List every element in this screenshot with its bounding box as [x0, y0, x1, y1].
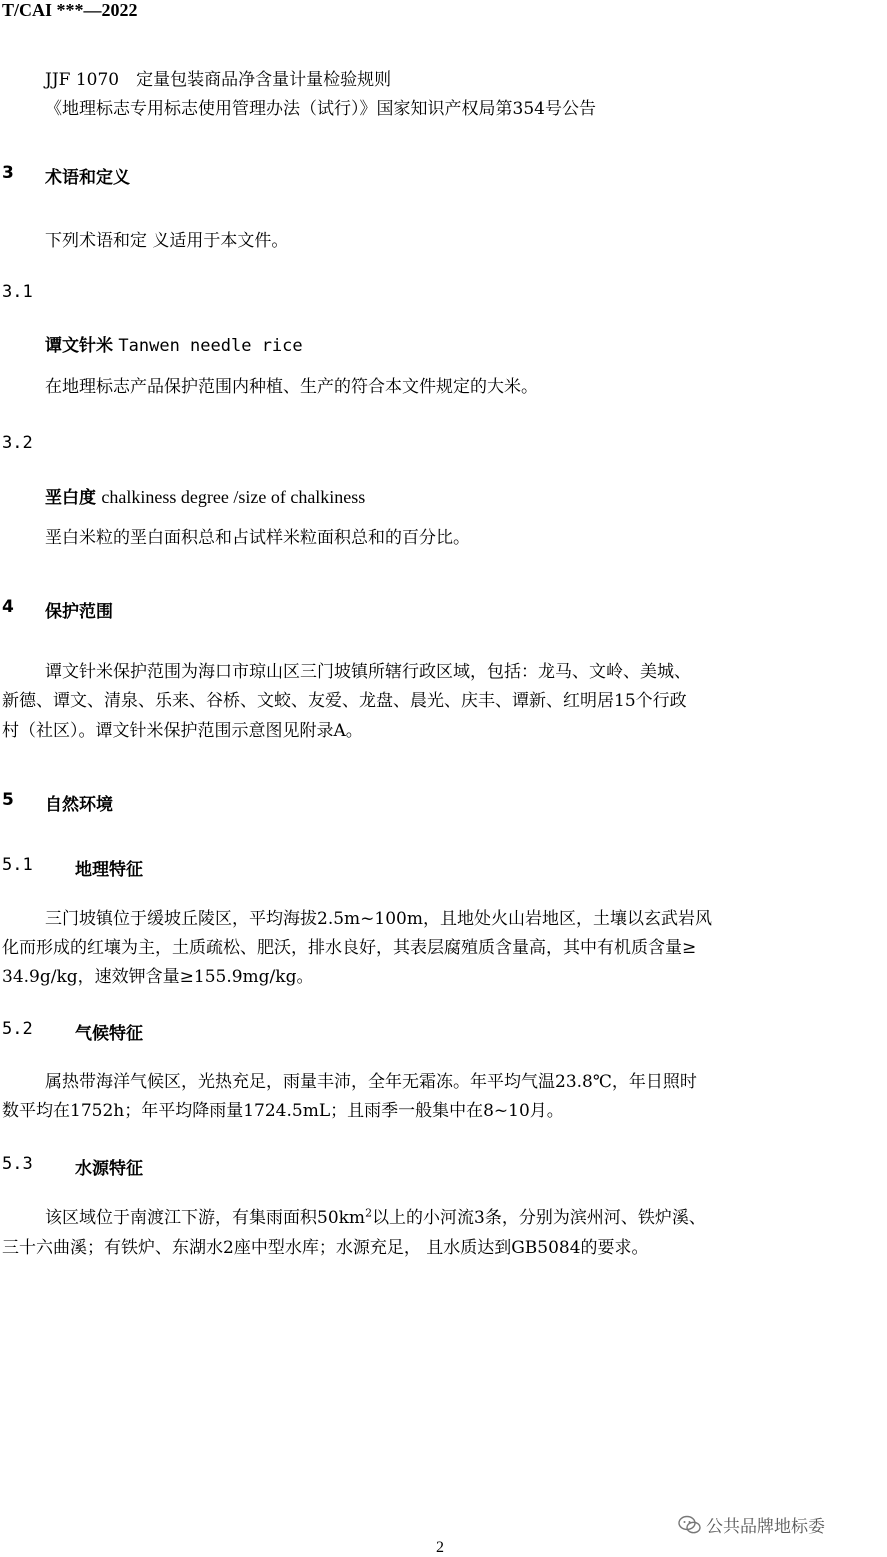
term-entry	[45, 486, 365, 509]
clause-number: 5.2	[2, 1019, 33, 1039]
paragraph-line: 三门坡镇位于缓坡丘陵区，平均海拔2.5m~100m，且地处火山岩地区，土壤以玄武岩风	[45, 909, 712, 929]
superscript: 2	[365, 1206, 373, 1220]
reference-line: JJF 1070 定量包装商品净含量计量检验规则	[45, 70, 392, 90]
section-number: 3	[2, 163, 14, 183]
clause-title: 气候特征	[75, 1024, 143, 1044]
paragraph-line: 村（社区）。谭文针米保护范围示意图见附录A。	[2, 721, 363, 741]
paragraph-line: 属热带海洋气候区，光热充足，雨量丰沛，全年无霜冻。年平均气温23.8℃，年日照时	[45, 1072, 697, 1092]
clause-number: 3.1	[2, 282, 33, 302]
term-entry	[45, 335, 303, 357]
clause-title: 地理特征	[75, 860, 143, 880]
reference-line: 《地理标志专用标志使用管理办法（试行）》国家知识产权局第354号公告	[45, 99, 596, 119]
term-english: chalkiness degree /size of chalkiness	[101, 487, 366, 507]
paragraph: 下列术语和定 义适用于本文件。	[45, 231, 289, 251]
watermark-text: 公共品牌地标委	[706, 1517, 825, 1537]
section-title: 自然环境	[45, 795, 113, 815]
page-number: 2	[436, 1539, 444, 1556]
section-title: 术语和定义	[45, 168, 130, 188]
term-chinese: 谭文针米	[45, 336, 113, 356]
paragraph-line	[45, 1207, 706, 1229]
term-english: Tanwen needle rice	[118, 336, 303, 356]
clause-number: 5.1	[2, 855, 33, 875]
paragraph-line: 34.9g/kg，速效钾含量≥155.9mg/kg。	[2, 967, 314, 987]
section-number: 5	[2, 790, 14, 810]
clause-number: 3.2	[2, 433, 33, 453]
wechat-icon	[678, 1515, 702, 1535]
section-title: 保护范围	[45, 602, 113, 622]
term-chinese: 垩白度	[45, 488, 96, 508]
term-definition: 垩白米粒的垩白面积总和占试样米粒面积总和的百分比。	[45, 528, 470, 548]
clause-number: 5.3	[2, 1154, 33, 1174]
paragraph-line: 新德、谭文、清泉、乐来、谷桥、文蛟、友爱、龙盘、晨光、庆丰、谭新、红明居15个行政	[2, 691, 687, 711]
paragraph-line: 谭文针米保护范围为海口市琼山区三门坡镇所辖行政区域，包括：龙马、文岭、美城、	[45, 662, 691, 682]
text-run: 该区域位于南渡江下游，有集雨面积50km	[45, 1208, 366, 1228]
text-run: 以上的小河流3条，分别为滨州河、铁炉溪、	[372, 1208, 706, 1228]
doc-code-header: T/CAI ***—2022	[2, 0, 138, 20]
section-number: 4	[2, 597, 14, 617]
clause-title: 水源特征	[75, 1159, 143, 1179]
paragraph-line: 三十六曲溪；有铁炉、东湖水2座中型水库；水源充足， 且水质达到GB5084的要求。	[2, 1238, 649, 1258]
term-definition: 在地理标志产品保护范围内种植、生产的符合本文件规定的大米。	[45, 377, 538, 397]
paragraph-line: 数平均在1752h；年平均降雨量1724.5mL；且雨季一般集中在8~10月。	[2, 1101, 564, 1121]
paragraph-line: 化而形成的红壤为主，土质疏松、肥沃，排水良好，其表层腐殖质含量高，其中有机质含量≥	[2, 938, 697, 958]
watermark	[678, 1512, 825, 1537]
